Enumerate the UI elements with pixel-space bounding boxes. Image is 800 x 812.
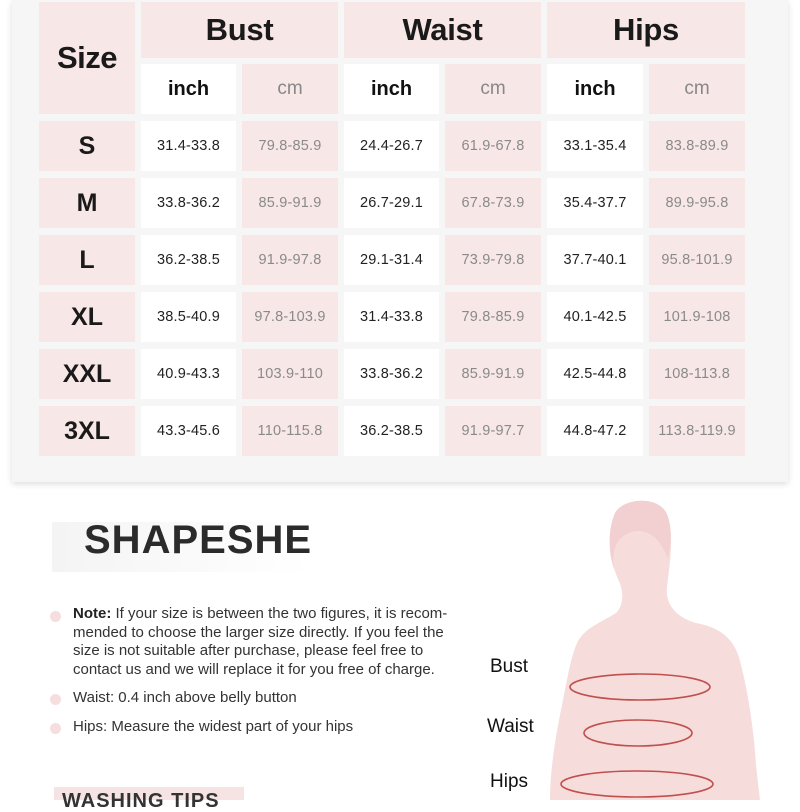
washing-tips-banner bbox=[54, 787, 244, 812]
waist-inch-value: 36.2-38.5 bbox=[344, 406, 439, 456]
bust-cm-value: 97.8-103.9 bbox=[242, 292, 338, 342]
waist-cm-value: 61.9-67.8 bbox=[445, 121, 541, 171]
note-body: If your size is between the two figures, it is recom-mended to choose the larger size directly. If you feel the size is not suitable after purchase, please feel free to contact us and we will replace it for you free of charge. bbox=[73, 605, 448, 678]
bullet-icon bbox=[50, 723, 61, 734]
waist-inch-header: inch bbox=[344, 64, 439, 114]
bust-label: Bust bbox=[490, 656, 529, 677]
body-figure-illustration bbox=[520, 495, 790, 800]
bust-inch-value: 36.2-38.5 bbox=[141, 235, 236, 285]
hips-inch-value: 37.7-40.1 bbox=[547, 235, 643, 285]
bust-cm-value: 110-115.8 bbox=[242, 406, 338, 456]
hips-cm-value: 108-113.8 bbox=[649, 349, 745, 399]
hips-label: Hips bbox=[490, 771, 529, 792]
hips-inch-value: 35.4-37.7 bbox=[547, 178, 643, 228]
washing-tips-title: WASHING TIPS bbox=[62, 790, 220, 812]
bust-inch-value: 33.8-36.2 bbox=[141, 178, 236, 228]
bullet-icon bbox=[50, 611, 61, 622]
hips-header: Hips bbox=[547, 2, 745, 58]
waist-header: Waist bbox=[344, 2, 541, 58]
hips-note: Hips: Measure the widest part of your hips bbox=[73, 718, 354, 735]
waist-cm-value: 79.8-85.9 bbox=[445, 292, 541, 342]
size-column-header: Size bbox=[39, 2, 135, 114]
waist-inch-value: 26.7-29.1 bbox=[344, 178, 439, 228]
brand-name: SHAPESHE bbox=[84, 518, 313, 562]
bust-cm-value: 103.9-110 bbox=[242, 349, 338, 399]
bullet-icon bbox=[50, 694, 61, 705]
hips-inch-value: 42.5-44.8 bbox=[547, 349, 643, 399]
waist-inch-value: 33.8-36.2 bbox=[344, 349, 439, 399]
waist-inch-value: 24.4-26.7 bbox=[344, 121, 439, 171]
waist-cm-header: cm bbox=[445, 64, 541, 114]
hips-inch-value: 40.1-42.5 bbox=[547, 292, 643, 342]
hips-cm-value: 101.9-108 bbox=[649, 292, 745, 342]
bust-cm-header: cm bbox=[242, 64, 338, 114]
hips-inch-header: inch bbox=[547, 64, 643, 114]
bust-cm-value: 85.9-91.9 bbox=[242, 178, 338, 228]
size-label: L bbox=[39, 235, 135, 285]
bust-header: Bust bbox=[141, 2, 338, 58]
note-label: Note: bbox=[73, 605, 112, 622]
hips-cm-value: 95.8-101.9 bbox=[649, 235, 745, 285]
size-chart-table bbox=[12, 0, 788, 482]
hips-inch-value: 44.8-47.2 bbox=[547, 406, 643, 456]
bust-inch-value: 40.9-43.3 bbox=[141, 349, 236, 399]
bust-cm-value: 79.8-85.9 bbox=[242, 121, 338, 171]
waist-label: Waist bbox=[487, 716, 534, 737]
waist-note: Waist: 0.4 inch above belly button bbox=[73, 689, 297, 706]
waist-inch-value: 31.4-33.8 bbox=[344, 292, 439, 342]
waist-cm-value: 67.8-73.9 bbox=[445, 178, 541, 228]
waist-cm-value: 85.9-91.9 bbox=[445, 349, 541, 399]
bust-cm-value: 91.9-97.8 bbox=[242, 235, 338, 285]
body-silhouette bbox=[550, 501, 760, 800]
hips-cm-value: 83.8-89.9 bbox=[649, 121, 745, 171]
size-label: XXL bbox=[39, 349, 135, 399]
size-label: 3XL bbox=[39, 406, 135, 456]
hips-inch-value: 33.1-35.4 bbox=[547, 121, 643, 171]
bust-inch-value: 38.5-40.9 bbox=[141, 292, 236, 342]
note-text bbox=[73, 605, 473, 679]
hips-cm-header: cm bbox=[649, 64, 745, 114]
size-label: M bbox=[39, 178, 135, 228]
bust-inch-value: 43.3-45.6 bbox=[141, 406, 236, 456]
hips-cm-value: 89.9-95.8 bbox=[649, 178, 745, 228]
waist-inch-value: 29.1-31.4 bbox=[344, 235, 439, 285]
waist-cm-value: 91.9-97.7 bbox=[445, 406, 541, 456]
size-label: S bbox=[39, 121, 135, 171]
hips-cm-value: 113.8-119.9 bbox=[649, 406, 745, 456]
size-label: XL bbox=[39, 292, 135, 342]
waist-cm-value: 73.9-79.8 bbox=[445, 235, 541, 285]
bust-inch-header: inch bbox=[141, 64, 236, 114]
bust-inch-value: 31.4-33.8 bbox=[141, 121, 236, 171]
